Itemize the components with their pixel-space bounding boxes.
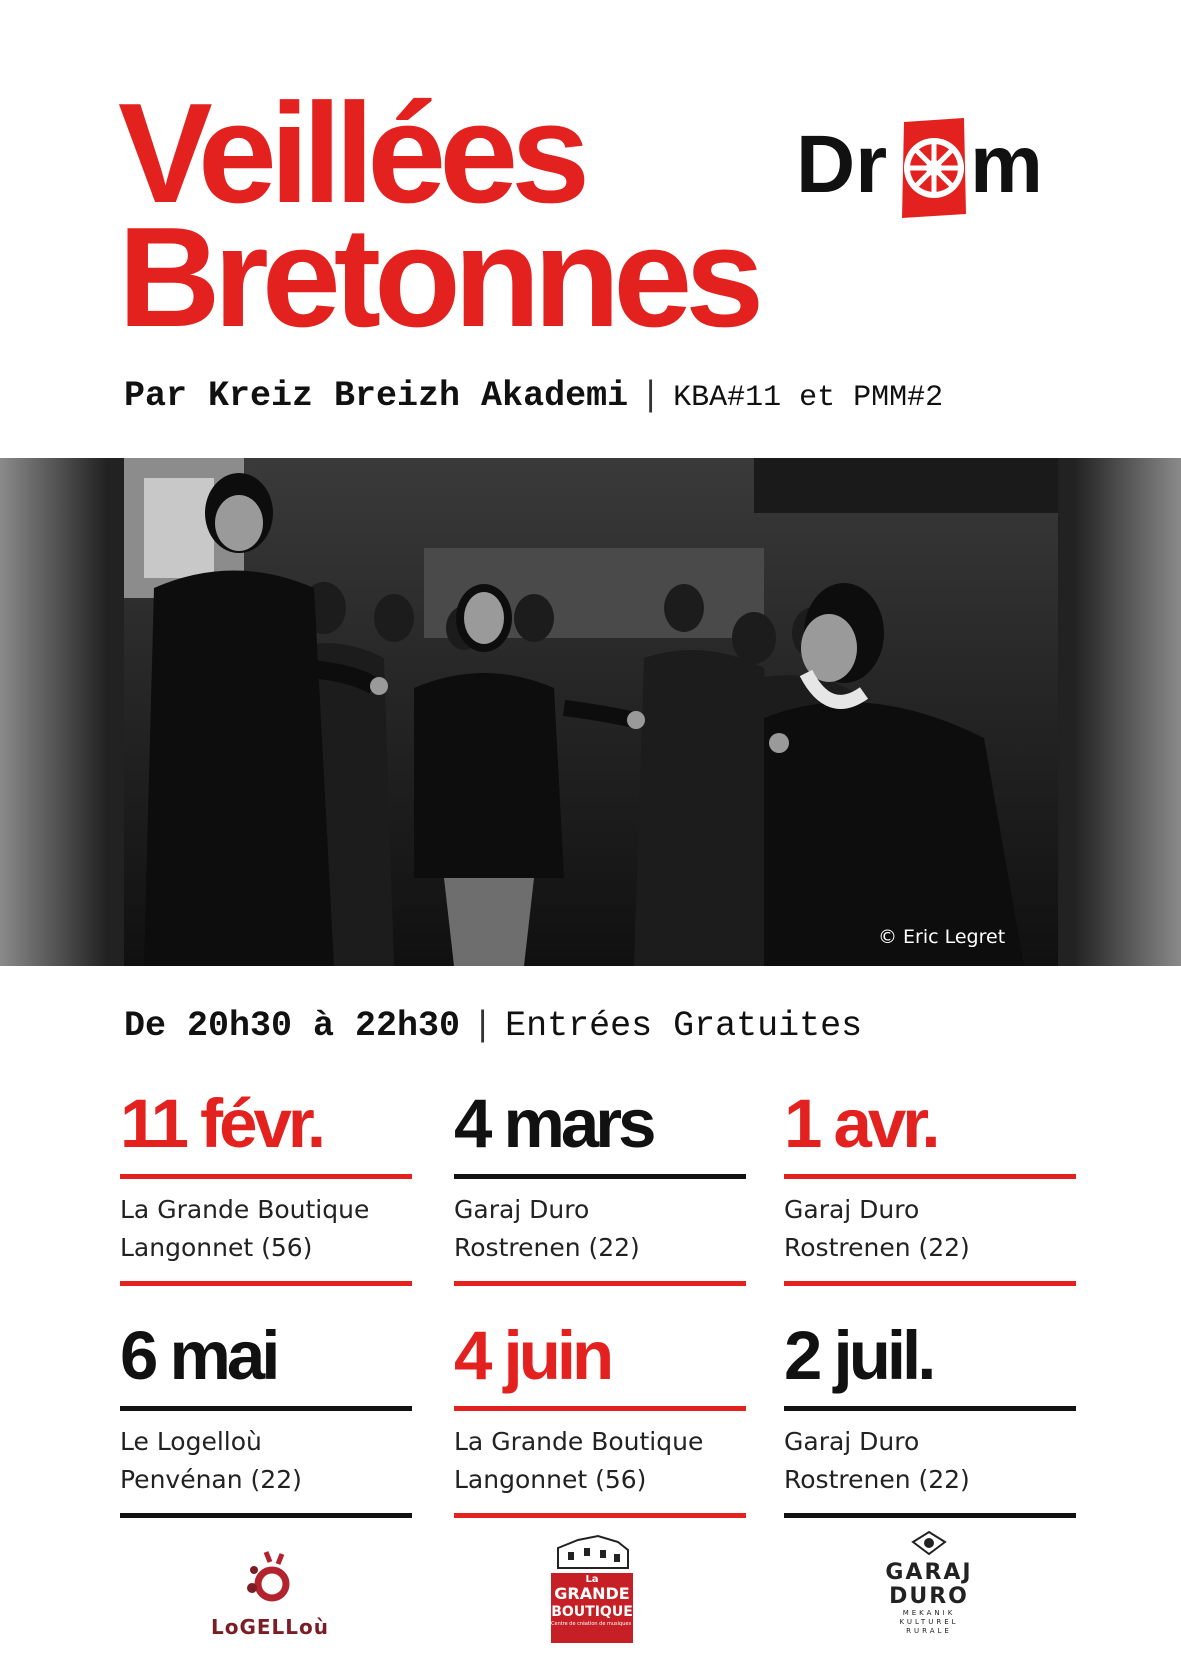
grande-boutique-line-2: GRANDE [554,1584,630,1603]
drom-logo [796,114,1066,220]
event-venue: La Grande Boutique [454,1427,704,1456]
event-2 [454,1084,746,1286]
event-6 [784,1316,1076,1518]
hours: De 20h30 à 22h30 [124,1006,461,1046]
grande-boutique-line-3: BOUTIQUE [551,1604,633,1620]
event-venue: Garaj Duro [454,1195,590,1224]
grande-boutique-line-1: La [585,1574,599,1585]
event-1 [120,1084,412,1286]
event-venue: Garaj Duro [784,1195,920,1224]
garaj-duro-line-4: KULTUREL [899,1618,959,1626]
grande-boutique-tagline: Centre de création de musiques populaires [551,1621,659,1627]
event-date: 2 juil. [784,1317,933,1394]
building-icon [548,1534,636,1568]
garaj-duro-logo [884,1530,974,1656]
grande-boutique-badge [551,1573,659,1643]
event-rule-bottom [120,1513,412,1518]
event-town: Langonnet (56) [454,1465,647,1494]
grande-boutique-logo [548,1534,659,1646]
garaj-duro-line-5: RURALE [906,1627,952,1635]
organizer: Par Kreiz Breizh Akademi [124,376,629,416]
event-rule-bottom [120,1281,412,1286]
event-date: 1 avr. [784,1085,937,1162]
event-4 [120,1316,412,1518]
event-rule-top [454,1406,746,1411]
editions: KBA#11 et PMM#2 [673,381,944,415]
event-venue: La Grande Boutique [120,1195,370,1224]
event-rule-top [784,1174,1076,1179]
event-rule-bottom [784,1281,1076,1286]
event-town: Rostrenen (22) [784,1233,970,1262]
event-town: Rostrenen (22) [454,1233,640,1262]
event-town: Langonnet (56) [120,1233,313,1262]
event-date: 4 mars [454,1085,653,1162]
event-town: Rostrenen (22) [784,1465,970,1494]
garaj-duro-line-1: GARAJ [885,1560,973,1585]
event-date: 6 mai [120,1317,277,1394]
event-rule-bottom [454,1281,746,1286]
event-town: Penvénan (22) [120,1465,302,1494]
event-5 [454,1316,746,1518]
garaj-duro-line-2: DURO [889,1584,969,1609]
event-venue: Garaj Duro [784,1427,920,1456]
event-rule-top [784,1406,1076,1411]
event-venue: Le Logelloù [120,1427,262,1456]
title-line-1: Veillées [118,74,584,233]
drom-logo-text-left: Dr [796,119,888,210]
dance-photo [124,458,1058,966]
garaj-duro-line-3: MEKANIK [902,1609,956,1617]
event-rule-bottom [454,1513,746,1518]
subtitle-separator: | [640,376,662,416]
drom-wheel-icon [902,118,966,218]
event-date: 11 févr. [120,1085,323,1162]
event-rule-bottom [784,1513,1076,1518]
photo-credit: © Eric Legret [878,926,1006,948]
event-rule-top [454,1174,746,1179]
title-line-2: Bretonnes [118,198,758,357]
drom-logo-text-right: m [970,119,1043,210]
schedule-line [124,1006,862,1046]
event-3 [784,1084,1076,1286]
schedule-separator: | [472,1006,494,1046]
logellou-logo [200,1548,340,1640]
event-rule-top [120,1406,412,1411]
logellou-mark-icon [200,1548,340,1608]
gear-icon [909,1530,949,1556]
poster-title [118,74,758,357]
entry-info: Entrées Gratuites [505,1006,863,1046]
event-date: 4 juin [454,1317,611,1394]
logellou-logo-text: LoGELLoù [210,1615,330,1639]
subtitle [124,376,943,416]
event-rule-top [120,1174,412,1179]
